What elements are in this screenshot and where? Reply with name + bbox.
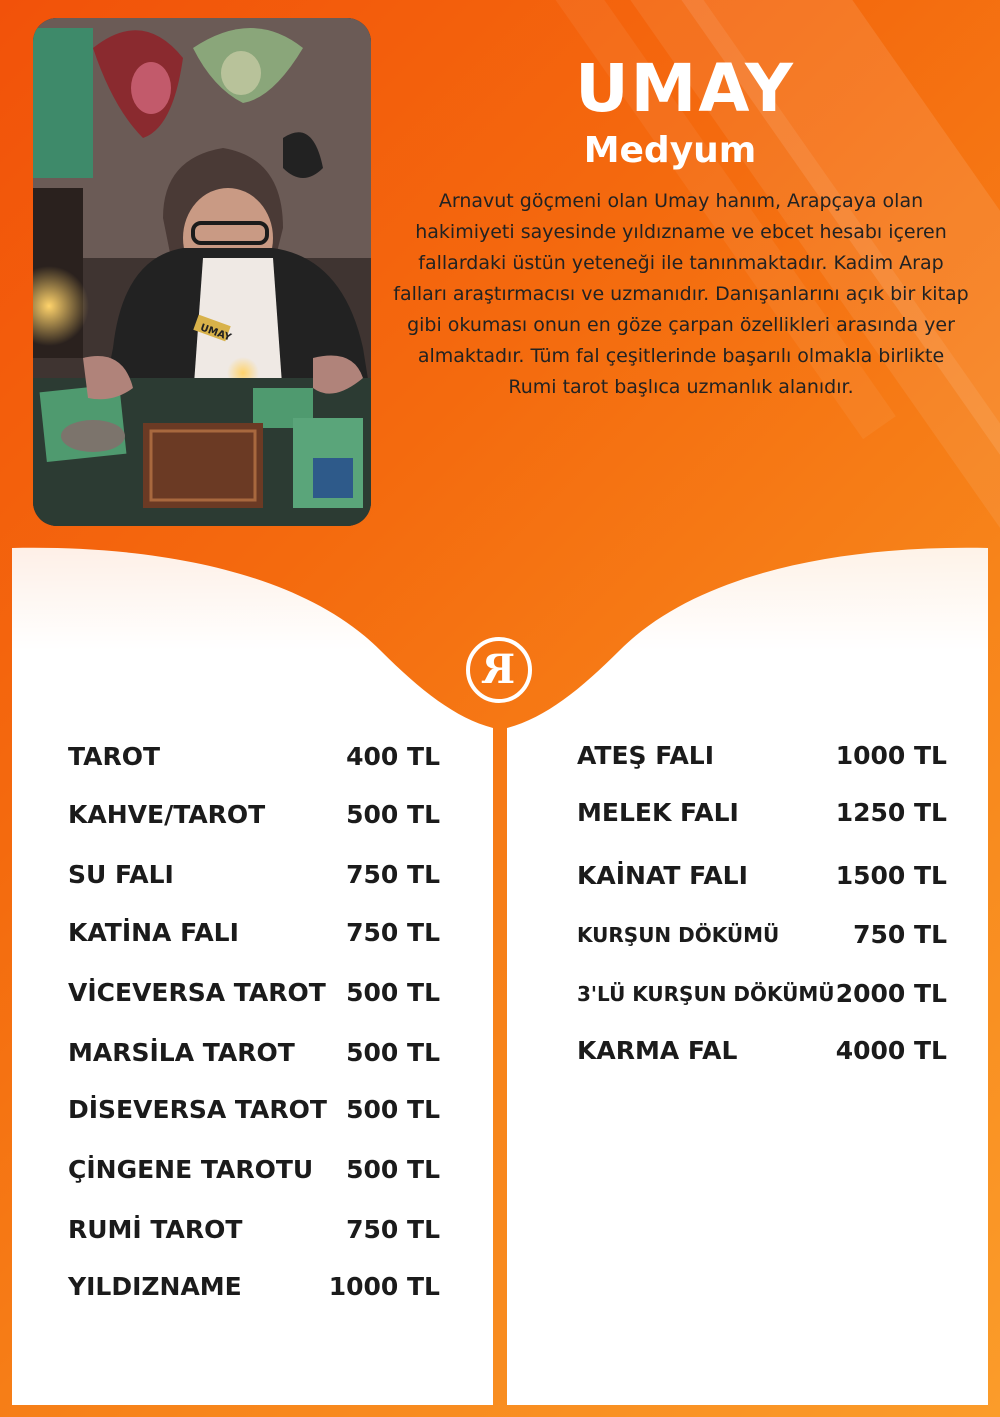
price-row bbox=[577, 861, 947, 890]
service-price: 750 TL bbox=[853, 920, 947, 949]
price-row bbox=[68, 978, 440, 1007]
service-name: ÇİNGENE TAROTU bbox=[68, 1155, 314, 1184]
price-row bbox=[68, 1155, 440, 1184]
brand-logo bbox=[466, 637, 532, 703]
name-badge: UMAY bbox=[198, 322, 233, 344]
service-name: KAİNAT FALI bbox=[577, 861, 748, 890]
service-price: 500 TL bbox=[346, 800, 440, 829]
service-price: 1000 TL bbox=[835, 741, 947, 770]
medium-name: UMAY bbox=[575, 50, 795, 127]
service-name: YILDIZNAME bbox=[68, 1272, 242, 1301]
service-name: KATİNA FALI bbox=[68, 918, 239, 947]
price-row bbox=[68, 860, 440, 889]
price-row bbox=[68, 742, 440, 771]
service-price: 400 TL bbox=[346, 742, 440, 771]
price-row bbox=[577, 741, 947, 770]
price-row bbox=[68, 1095, 440, 1124]
price-row bbox=[68, 1038, 440, 1067]
service-name: KARMA FAL bbox=[577, 1036, 738, 1065]
price-row bbox=[68, 1215, 440, 1244]
service-name: TAROT bbox=[68, 742, 161, 771]
service-name: MARSİLA TAROT bbox=[68, 1038, 295, 1067]
service-name: SU FALI bbox=[68, 860, 174, 889]
service-name: DİSEVERSA TAROT bbox=[68, 1095, 327, 1124]
service-price: 750 TL bbox=[346, 918, 440, 947]
service-price: 750 TL bbox=[346, 1215, 440, 1244]
price-row bbox=[577, 1036, 947, 1065]
price-row bbox=[68, 918, 440, 947]
service-name: VİCEVERSA TAROT bbox=[68, 978, 326, 1007]
price-row bbox=[68, 800, 440, 829]
service-price: 1250 TL bbox=[835, 798, 947, 827]
service-price: 2000 TL bbox=[835, 979, 947, 1008]
service-name: 3'LÜ KURŞUN DÖKÜMÜ bbox=[577, 981, 835, 1006]
service-price: 500 TL bbox=[346, 1155, 440, 1184]
service-price: 1000 TL bbox=[328, 1272, 440, 1301]
service-price: 1500 TL bbox=[835, 861, 947, 890]
price-row bbox=[577, 979, 947, 1008]
service-name: MELEK FALI bbox=[577, 798, 739, 827]
price-row bbox=[577, 920, 947, 949]
brand-logo-letter: R bbox=[482, 646, 516, 693]
medium-bio: Arnavut göçmeni olan Umay hanım, Arapçaya olan hakimiyeti sayesinde yıldızname ve ebcet hesabı içeren fallardaki üstün yeteneği ile tanınmaktadır. Kadim Arap falları araştırmacısı ve uzmanıdır. Danışanlarını açık bir kitap gibi okuması onun en göze çarpan özellikleri arasında yer almaktadır. Tüm fal çeşitlerinde başarılı olmakla birlikte Rumi tarot başlıca uzmanlık alanıdır. bbox=[393, 190, 969, 398]
service-name: ATEŞ FALI bbox=[577, 741, 715, 770]
service-name: KAHVE/TAROT bbox=[68, 800, 266, 829]
service-name: KURŞUN DÖKÜMÜ bbox=[577, 922, 780, 947]
service-price: 750 TL bbox=[346, 860, 440, 889]
service-price: 4000 TL bbox=[835, 1036, 947, 1065]
service-price: 500 TL bbox=[346, 1095, 440, 1124]
service-price: 500 TL bbox=[346, 978, 440, 1007]
service-name: RUMİ TAROT bbox=[68, 1215, 243, 1244]
price-row bbox=[68, 1272, 440, 1301]
medium-role: Medyum bbox=[583, 130, 757, 171]
service-price: 500 TL bbox=[346, 1038, 440, 1067]
price-row bbox=[577, 798, 947, 827]
